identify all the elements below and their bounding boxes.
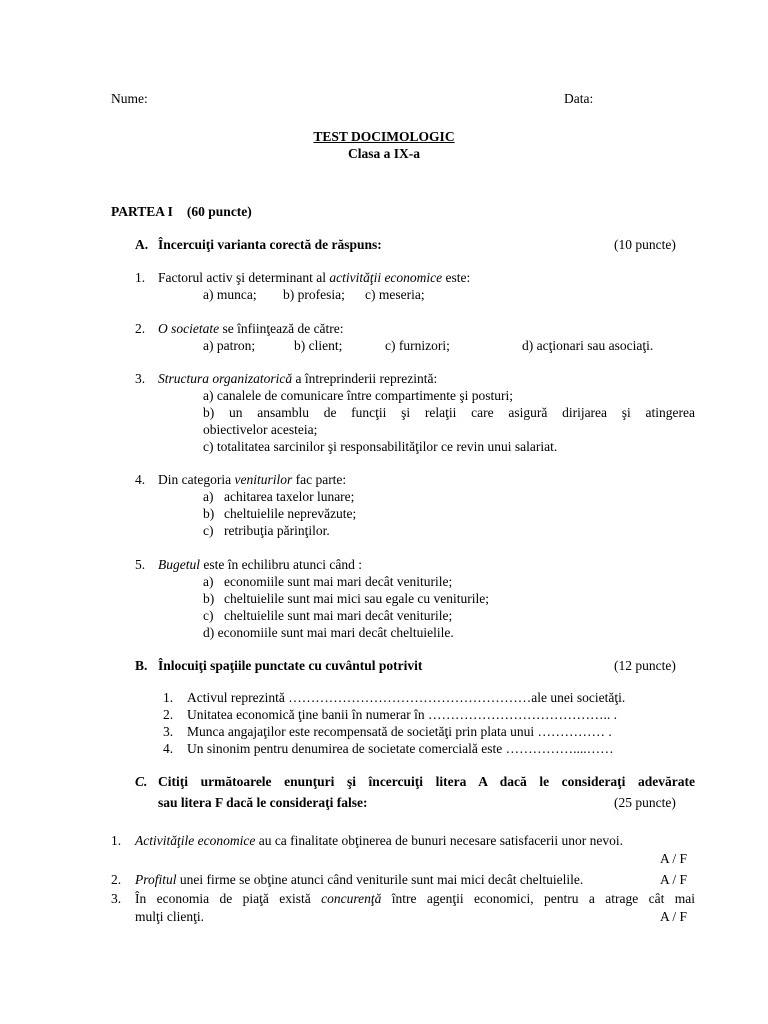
section-c-letter: C. bbox=[135, 774, 148, 789]
option: c) totalitatea sarcinilor şi responsabilităţilor ce revin unui salariat. bbox=[203, 439, 558, 454]
section-a-letter: A. bbox=[135, 237, 149, 252]
option: a) canalele de comunicare între compartimente şi posturi; bbox=[203, 388, 513, 403]
test-subtitle: Clasa a IX-a bbox=[347, 146, 420, 161]
question-number: 1. bbox=[135, 270, 146, 285]
option: d) acţionari sau asociaţi. bbox=[522, 338, 654, 353]
test-title: TEST DOCIMOLOGIC bbox=[313, 129, 455, 144]
option-letter: b) bbox=[203, 591, 215, 606]
option: economiile sunt mai mari decât veniturile; bbox=[224, 574, 453, 589]
tf-item-text-continuation: mulţi clienţi. bbox=[135, 909, 204, 924]
fill-item-number: 3. bbox=[163, 724, 174, 739]
part-heading: PARTEA I (60 puncte) bbox=[111, 204, 252, 219]
fill-item-number: 1. bbox=[163, 690, 174, 705]
option: b) un ansamblu de funcţii şi relaţii care asigură dirijarea şi atingerea bbox=[203, 405, 695, 420]
section-c-points: (25 puncte) bbox=[614, 795, 676, 810]
section-b-letter: B. bbox=[135, 658, 148, 673]
option: d) economiile sunt mai mari decât cheltuielile. bbox=[203, 625, 454, 640]
option: a) patron; bbox=[203, 338, 256, 353]
section-b-title: Înlocuiţi spaţiile punctate cu cuvântul potrivit bbox=[158, 658, 423, 673]
option-letter: b) bbox=[203, 506, 215, 521]
fill-item-text: Un sinonim pentru denumirea de societate comercială este ……………....…… bbox=[187, 741, 614, 756]
tf-item-number: 2. bbox=[111, 872, 122, 887]
section-c-title-line2: sau litera F dacă le consideraţi false: bbox=[158, 795, 368, 810]
name-label: Nume: bbox=[111, 91, 148, 106]
tf-item-number: 1. bbox=[111, 833, 122, 848]
tf-item-number: 3. bbox=[111, 891, 122, 906]
option: cheltuielile sunt mai mici sau egale cu veniturile; bbox=[224, 591, 490, 606]
question-number: 4. bbox=[135, 472, 146, 487]
option: c) meseria; bbox=[365, 287, 425, 302]
tf-answer: A / F bbox=[660, 872, 688, 887]
section-a-points: (10 puncte) bbox=[614, 237, 676, 252]
date-label: Data: bbox=[564, 91, 594, 106]
fill-item-text: Activul reprezintă ………………………………………………ale unei societăţi. bbox=[187, 690, 626, 705]
question-text: Structura organizatorică a întreprinderii reprezintă: bbox=[158, 371, 438, 386]
option-continuation: obiectivelor acesteia; bbox=[203, 422, 318, 437]
option: achitarea taxelor lunare; bbox=[224, 489, 355, 504]
fill-item-number: 4. bbox=[163, 741, 174, 756]
tf-answer: A / F bbox=[660, 851, 688, 866]
section-c-title: Citiţi următoarele enunţuri şi încercuiţi litera A dacă le consideraţi adevărate bbox=[158, 774, 695, 789]
question-number: 2. bbox=[135, 321, 146, 336]
option: b) profesia; bbox=[283, 287, 345, 302]
option: a) munca; bbox=[203, 287, 257, 302]
question-text: Factorul activ şi determinant al activităţii economice este: bbox=[158, 270, 471, 285]
tf-answer: A / F bbox=[660, 909, 688, 924]
option-letter: a) bbox=[203, 574, 214, 589]
section-a-title: Încercuiţi varianta corectă de răspuns: bbox=[158, 237, 382, 252]
option: c) furnizori; bbox=[385, 338, 450, 353]
fill-item-text: Munca angajaţilor este recompensată de societăţi prin plata unui …………… . bbox=[187, 724, 612, 739]
option-letter: c) bbox=[203, 523, 214, 538]
option: cheltuielile neprevăzute; bbox=[224, 506, 357, 521]
question-text: Bugetul este în echilibru atunci când : bbox=[158, 557, 362, 572]
section-b-points: (12 puncte) bbox=[614, 658, 676, 673]
tf-item-text: În economia de piaţă există concurenţă între agenţii economici, pentru a atrage cât mai bbox=[135, 891, 695, 906]
tf-item-text: Activităţile economice au ca finalitate obţinerea de bunuri necesare satisfacerii unor nevoi. bbox=[135, 833, 624, 848]
option: retribuţia părinţilor. bbox=[224, 523, 330, 538]
fill-item-number: 2. bbox=[163, 707, 174, 722]
fill-item-text: Unitatea economică ţine banii în numerar în ………………………………….. . bbox=[187, 707, 618, 722]
option: cheltuielile sunt mai mari decât veniturile; bbox=[224, 608, 453, 623]
question-text: Din categoria veniturilor fac parte: bbox=[158, 472, 347, 487]
question-number: 3. bbox=[135, 371, 146, 386]
option-letter: a) bbox=[203, 489, 214, 504]
option-letter: c) bbox=[203, 608, 214, 623]
question-number: 5. bbox=[135, 557, 146, 572]
question-text: O societate se înfiinţează de către: bbox=[158, 321, 344, 336]
tf-item-text: Profitul unei firme se obţine atunci când veniturile sunt mai mici decât cheltuielile. bbox=[135, 872, 584, 887]
option: b) client; bbox=[294, 338, 343, 353]
